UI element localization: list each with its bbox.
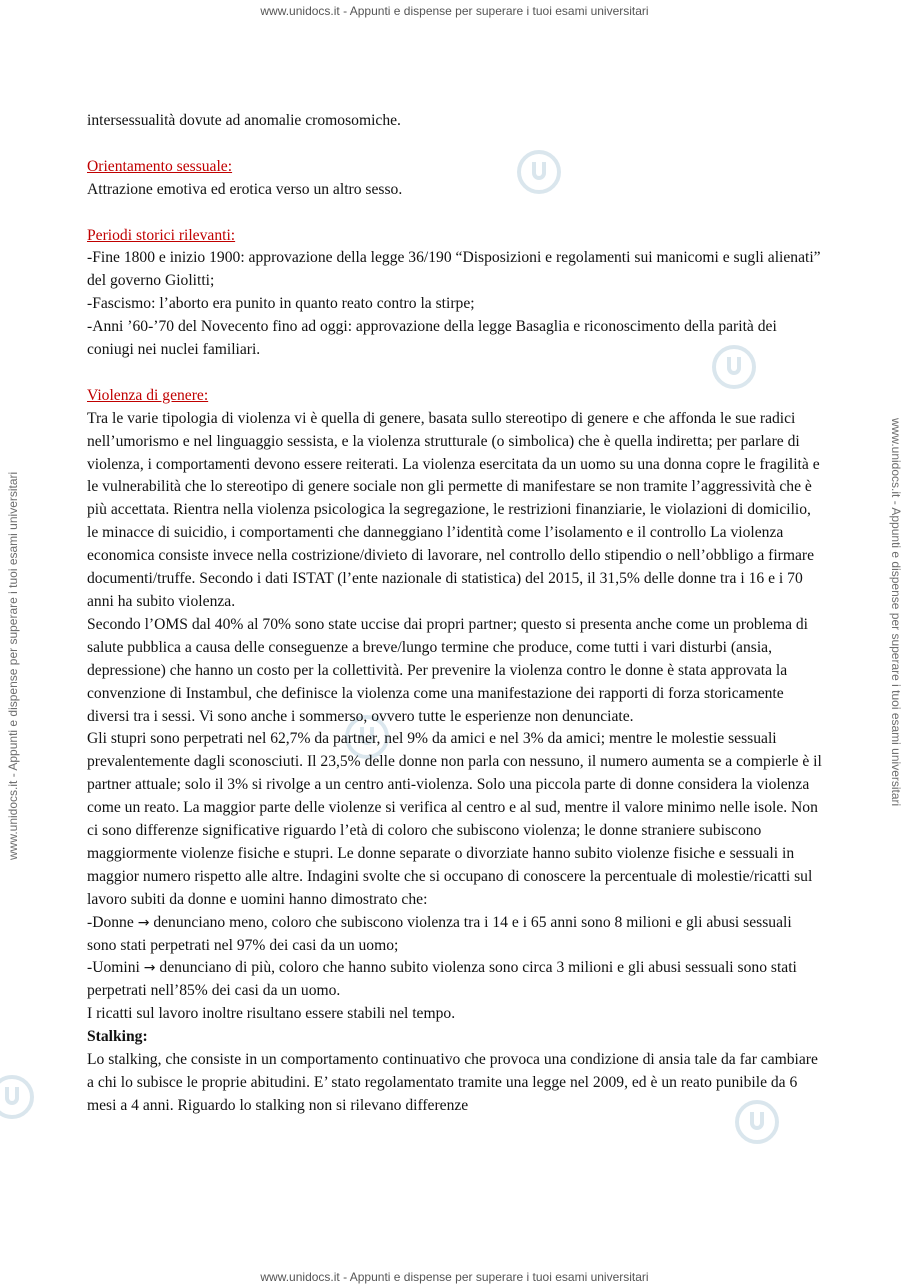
periodi-item: -Anni ’60-’70 del Novecento fino ad oggi: approvazione della legge Basaglia e riconoscimento della parità dei coniugi nei nuclei familiari. bbox=[87, 318, 777, 359]
donne-text: denunciano meno, coloro che subiscono violenza tra i 14 e i 65 anni sono 8 milioni e gli abusi sessuali sono stati perpetrati nel 97% dei casi da un uomo; bbox=[87, 913, 792, 954]
periodi-item: -Fascismo: l’aborto era punito in quanto reato contro la stirpe; bbox=[87, 295, 475, 313]
donne-label: -Donne bbox=[87, 913, 134, 931]
violenza-paragraph: Gli stupri sono perpetrati nel 62,7% da partner, nel 9% da amici e nel 3% da amici; mentre le molestie sessuali prevalentemente dagli sconosciuti. Il 23,5% delle donne non parla con nessuno, il numero aumenta se a compierle è il partner attuale; solo il 3% si rivolge a un centro anti-violenza. Solo una piccola parte di donne considera la violenza come un reato. La maggior parte delle violenze si verifica al centro e al sud, mentre il valore minimo nelle isole. Non ci sono differenze significative riguardo l’età di coloro che subiscono violenza; le donne straniere subiscono maggiormente violenze fisiche e stupri. Le donne separate o divorziate hanno subito violenze fisiche e sessuali in maggior numero rispetto alle altre. Indagini svolte che si occupano di conoscere la percentuale di molestie/ricatti sul lavoro subiti da donne e uomini hanno dimostrato che: bbox=[87, 730, 822, 908]
intro-text: intersessualità dovute ad anomalie cromosomiche. bbox=[87, 112, 401, 129]
left-side-banner: www.unidocs.it - Appunti e dispense per superare i tuoi esami universitari bbox=[6, 471, 20, 860]
arrow-right-icon: → bbox=[137, 914, 150, 931]
donne-item bbox=[87, 912, 822, 958]
right-side-banner: www.unidocs.it - Appunti e dispense per superare i tuoi esami universitari bbox=[889, 418, 903, 807]
top-banner: www.unidocs.it - Appunti e dispense per superare i tuoi esami universitari bbox=[260, 4, 649, 18]
violenza-heading: Violenza di genere: bbox=[87, 386, 209, 404]
orientamento-text: Attrazione emotiva ed erotica verso un altro sesso. bbox=[87, 180, 403, 198]
violenza-paragraph: I ricatti sul lavoro inoltre risultano essere stabili nel tempo. bbox=[87, 1005, 456, 1023]
uomini-item bbox=[87, 957, 822, 1003]
uomini-text: denunciano di più, coloro che hanno subito violenza sono circa 3 milioni e gli abusi sessuali sono stati perpetrati nell’85% dei casi da un uomo. bbox=[87, 959, 797, 1000]
violenza-paragraph: Secondo l’OMS dal 40% al 70% sono state uccise dai propri partner; questo si presenta anche come un problema di salute pubblica a causa delle conseguenze a breve/lungo termine che produce, come tutti i vari disturbi (ansia, depressione) che hanno un costo per la collettività. Per prevenire la violenza contro le donne è stata approvata la convenzione di Instambul, che definisce la violenza come una manifestazione dei rapporti di forza storicamente diversi tra i sessi. Vi sono anche i sommerso, ovvero tutte le esperienze non denunciate. bbox=[87, 615, 809, 725]
stalking-text: Lo stalking, che consiste in un comportamento continuativo che provoca una condizione di ansia tale da far cambiare a chi lo subisce le proprie abitudini. E’ stato regolamentato tramite una legge nel 2009, ed è un reato punibile da 6 mesi a 4 anni. Riguardo lo stalking non si rilevano differenze bbox=[87, 1051, 818, 1114]
periodi-heading: Periodi storici rilevanti: bbox=[87, 226, 236, 244]
stalking-heading: Stalking: bbox=[87, 1028, 148, 1046]
bottom-banner: www.unidocs.it - Appunti e dispense per superare i tuoi esami universitari bbox=[260, 1270, 649, 1284]
document-body bbox=[87, 110, 822, 1118]
periodi-item: -Fine 1800 e inizio 1900: approvazione della legge 36/190 “Disposizioni e regolamenti sui manicomi e sugli alienati” del governo Giolitti; bbox=[87, 249, 821, 290]
arrow-right-icon: → bbox=[143, 960, 156, 977]
watermark-logo-icon bbox=[0, 1075, 34, 1119]
violenza-paragraph: Tra le varie tipologia di violenza vi è quella di genere, basata sullo stereotipo di genere e che affonda le sue radici nell’umorismo e nel linguaggio sessista, e la violenza strutturale (o simbolica) che è quella indiretta; per parlare di violenza, i comportamenti devono essere reiterati. La violenza esercitata da un uomo su una donna copre le fragilità e le vulnerabilità che lo stereotipo di genere sociale non gli permette di manifestare se non tramite l’aggressività che è più accettata. Rientra nella violenza psicologica la segregazione, le restrizioni finanziarie, le violazioni di domicilio, le minacce di suicidio, i comportamenti che danneggiano l’identità come l’isolamento e il controllo La violenza economica consiste invece nella costrizione/divieto di lavorare, nel controllo dello stipendio o nell’obbligo a firmare documenti/truffe. Secondo i dati ISTAT (l’ente nazionale di statistica) del 2015, il 31,5% delle donne tra i 16 e i 70 anni ha subito violenza. bbox=[87, 409, 820, 610]
orientamento-heading: Orientamento sessuale: bbox=[87, 157, 233, 175]
uomini-label: -Uomini bbox=[87, 959, 140, 977]
